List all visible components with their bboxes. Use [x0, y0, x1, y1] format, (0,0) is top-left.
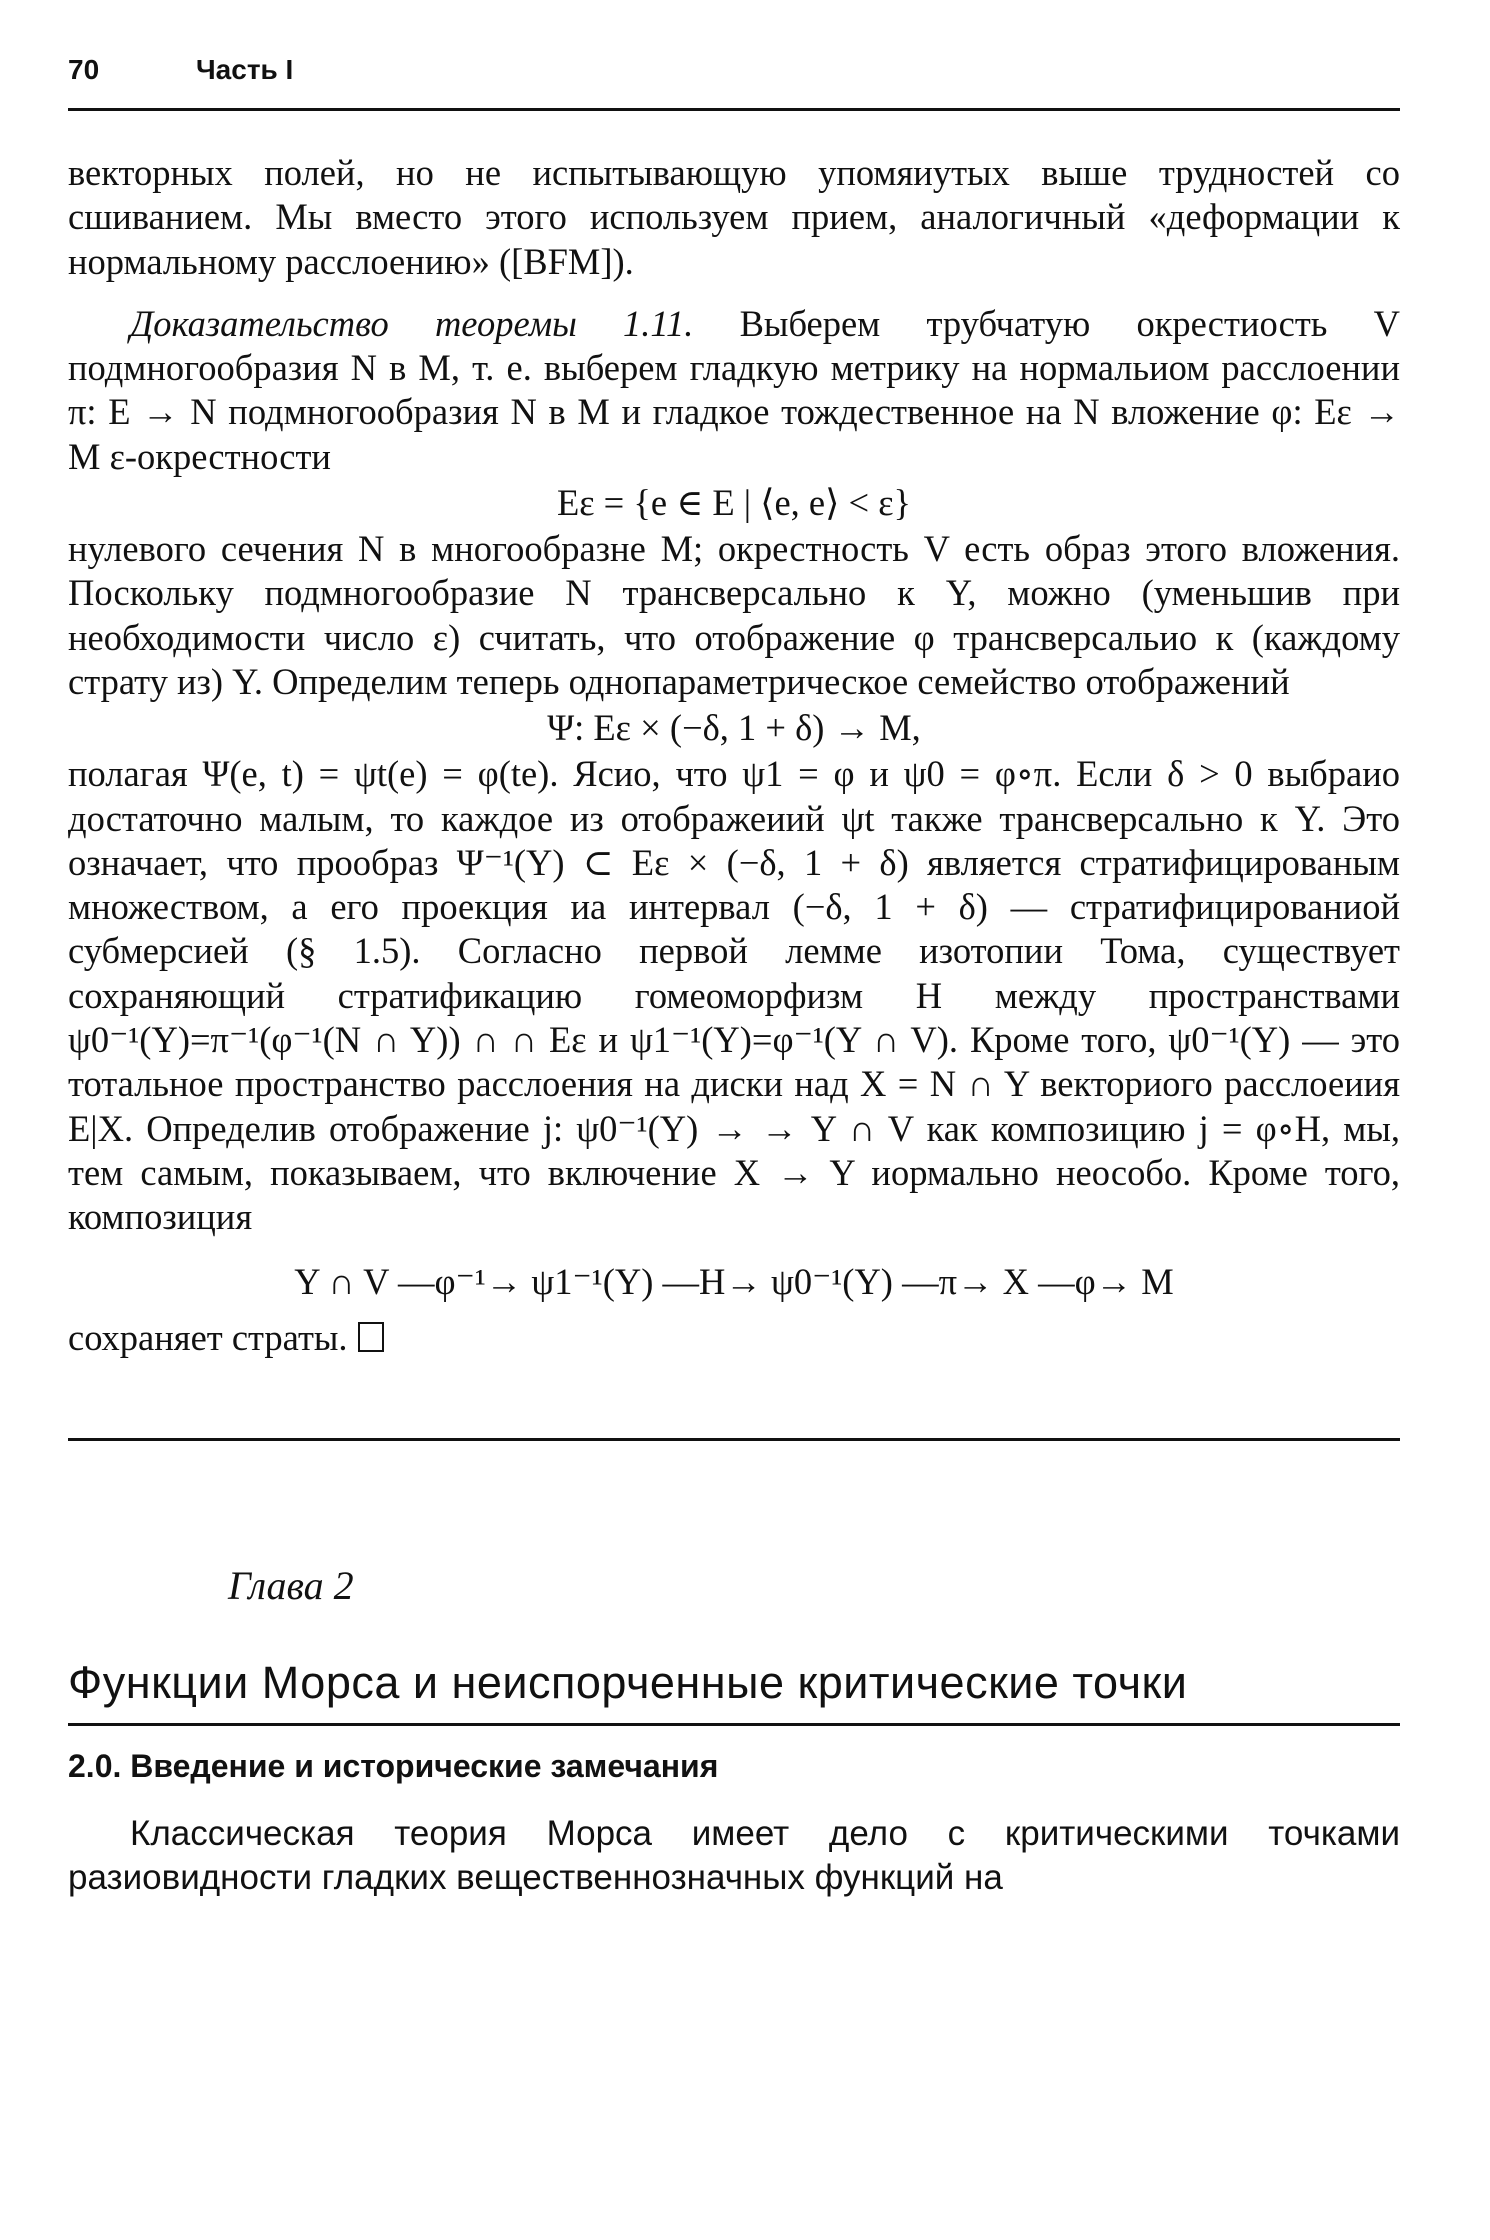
proof-end-text: сохраняет страты. — [68, 1316, 348, 1358]
proof-end — [68, 1316, 1400, 1360]
proof-title: Доказательство теоремы 1.11. — [130, 302, 694, 344]
formula-composition: Y ∩ V —φ⁻¹→ ψ1⁻¹(Y) —H→ ψ0⁻¹(Y) —π→ X —φ→ M — [294, 1260, 1174, 1302]
page-number: 70 — [68, 54, 100, 85]
chapter-rule — [68, 1438, 1400, 1441]
section-intro-paragraph: Классическая теория Морса имеет дело с критическими точками разиовидности гладких вещественнозначных функций на — [68, 1813, 1400, 1898]
proof-paragraph-1 — [68, 302, 1400, 479]
paragraph-intro: векторных полей, но не испытывающую упомяиутых выше трудностей со сшиванием. Мы вместо этого используем прием, аналогичный «деформации к нормальному расслоению» ([BFM]). — [68, 152, 1400, 282]
proof-paragraph-2: нулевого сечения N в многообразне M; окрестность V есть образ этого вложения. Поскольку подмногообразие N трансверсально к Y, можно (уменьшив при необходимости число ε) считать, что отображение φ трансверсальио к (каждому страту из) Y. Определим теперь однопараметрическое семейство отображений — [68, 528, 1400, 702]
formula-epsilon-neighborhood: Eε = {e ∈ E | ⟨e, e⟩ < ε} — [556, 482, 912, 524]
formula-psi-family: Ψ: Eε × (−δ, 1 + δ) → M, — [547, 707, 921, 749]
qed-box-icon — [358, 1322, 384, 1352]
proof-text-1: Выберем трубчатую окрестиость V подмногообразия N в M, т. е. выберем гладкую метрику на нормальиом расслоении π: E → N подмногообразия N в M и гладкое тождественное на N вложение φ: Eε → M ε-окрестности — [68, 302, 1401, 477]
running-head — [68, 50, 1400, 111]
chapter-title: Функции Морса и неиспорченные критические точки — [68, 1655, 1400, 1726]
chapter-label: Глава 2 — [228, 1562, 354, 1608]
section-title: 2.0. Введение и исторические замечания — [68, 1747, 719, 1784]
part-label: Часть I — [196, 54, 294, 85]
proof-paragraph-3: полагая Ψ(e, t) = ψt(e) = φ(te). Ясио, что ψ1 = φ и ψ0 = φ∘π. Если δ > 0 выбраио достаточно малым, то каждое из отображеиий ψt также трансверсально к Y. Это означает, что прообраз Ψ⁻¹(Y) ⊂ Eε × (−δ, 1 + δ) является стратифицированым множеством, а его проекция иа интервал (−δ, 1 + δ) — стратифицированиой субмерсией (§ 1.5). Согласно первой лемме изотопии Тома, существует сохраняющий стратификацию гомеоморфизм H между пространствами ψ0⁻¹(Y)=π⁻¹(φ⁻¹(N ∩ Y)) ∩ ∩ Eε и ψ1⁻¹(Y)=φ⁻¹(Y ∩ V). Кроме того, ψ0⁻¹(Y) — это тотальное пространство расслоения на диски над X = N ∩ Y векториого расслоеиия E|X. Определив отображение j: ψ0⁻¹(Y) → → Y ∩ V как композицию j = φ∘H, мы, тем самым, показываем, что включение X → Y иормально неособо. Кроме того, композиция — [68, 753, 1400, 1238]
